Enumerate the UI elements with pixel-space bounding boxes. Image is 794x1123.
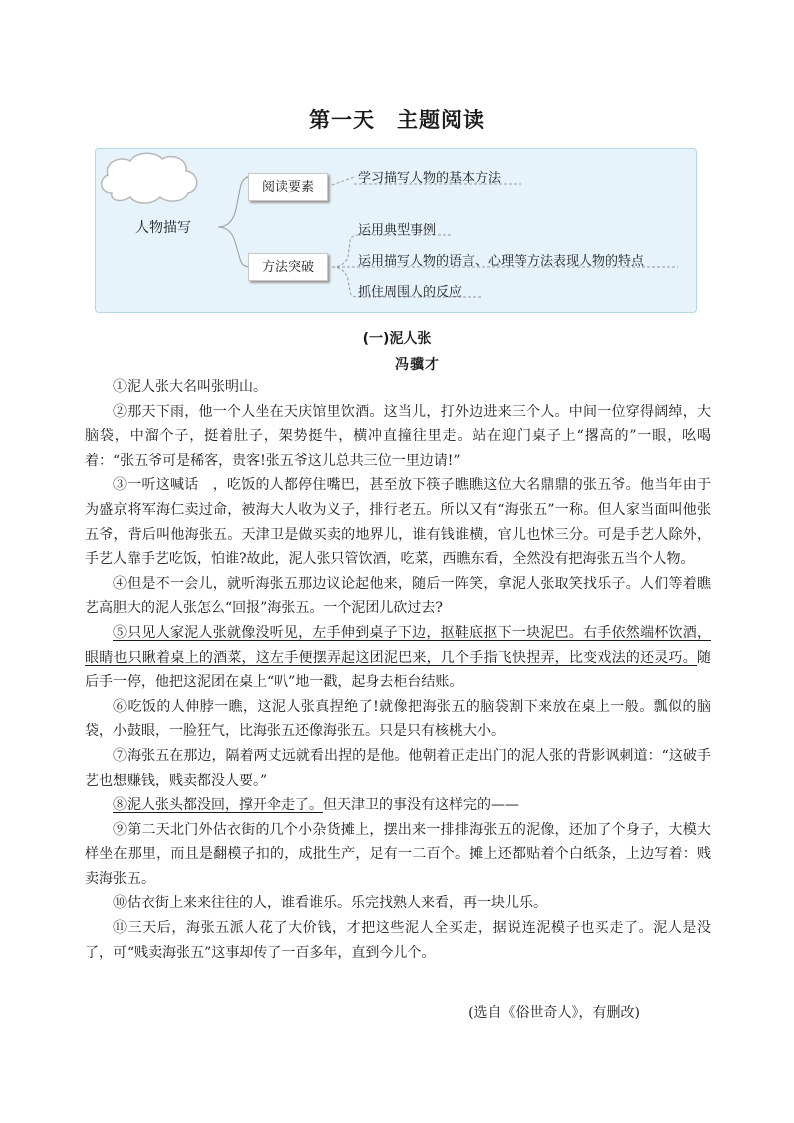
paragraph-text: ⑨第二天北门外估衣街的几个小杂货摊上，摆出来一排排海张五的泥像，还加了个身子，大模大样坐在那里，而且是翻模子扣的，成批生产，足有一二百个。摊上还都贴着个白纸条，上边写着：贱卖海张五。 xyxy=(85,821,711,887)
paragraph-text: ⑩估衣街上来来往往的人，谁看谁乐。乐完找熟人来看，再一块儿乐。 xyxy=(113,895,547,912)
leaf-item: 运用典型事例 xyxy=(358,223,437,238)
paragraph-text: ⑦海张五在那边，隔着两丈远就看出捏的是他。他朝着正走出门的泥人张的背影讽刺道：“这破手艺也想赚钱，贱卖都没人要。” xyxy=(85,747,711,789)
paragraph-text: ①泥人张大名叫张明山。 xyxy=(113,379,267,395)
paragraph-text: 随后手一停，他把这泥团在桌上“叭”地一戳，起身去柜台结账。 xyxy=(85,649,711,691)
underlined-text: ⑧泥人张头都没回，撑开伞走了。 xyxy=(113,797,323,814)
paragraph xyxy=(85,818,711,892)
paragraph xyxy=(85,744,711,793)
paragraph xyxy=(85,793,711,818)
paragraph xyxy=(85,375,711,400)
cloud-shape xyxy=(96,149,202,205)
paragraph-text: ⑥吃饭的人伸脖一瞧，这泥人张真捏绝了!就像把海张五的脑袋割下来放在桌上一般。瓢似的脑袋，小鼓眼，一脸狂气，比海张五还像海张五。只是只有核桃大小。 xyxy=(85,698,711,740)
paragraph-text: ④但是不一会儿，就听海张五那边议论起他来，随后一阵笑，拿泥人张取笑找乐子。人们等着瞧艺高胆大的泥人张怎么“回报”海张五。一个泥团儿砍过去? xyxy=(85,575,711,617)
paragraph-text: 但天津卫的事没有这样完的—— xyxy=(323,797,519,814)
article-author: 冯骥才 xyxy=(395,357,440,373)
paragraph xyxy=(85,572,711,621)
paragraph xyxy=(85,891,711,916)
leaf-item: 学习描写人物的基本方法 xyxy=(358,171,502,186)
paragraph-text: ③一听这喊话 ，吃饭的人都停住嘴巴，甚至放下筷子瞧瞧这位大名鼎鼎的张五爷。他当年由于为盛京将军海仁卖过命，被海大人收为义子，排行老五。所以又有“海张五”一称。但人家当面叫他张五爷，背后叫他海张五。天津卫是做买卖的地界儿，谁有钱谁横，官儿也怵三分。可是手艺人除外，手艺人靠手艺吃饭，怕谁?故此，泥人张只管饮酒，吃菜，西瞧东看，全然没有把海张五当个人物。 xyxy=(85,477,711,568)
underlined-text: ⑤只见人家泥人张就像没听见，左手伸到桌子下边，抠鞋底抠下一块泥巴。右手依然端杯饮酒，眼睛也只瞅着桌上的酒菜，这左手便摆弄起这团泥巴来，几个手指飞快捏弄，比变戏法的还灵巧。 xyxy=(85,624,711,666)
paragraph-text: ⑪三天后，海张五派人花了大价钱，才把这些泥人全买走，据说连泥模子也买走了。泥人是没了，可“贱卖海张五”这事却传了一百多年，直到今儿个。 xyxy=(85,920,711,961)
branch-node-method: 方法突破 xyxy=(248,253,328,281)
article-heading: (一)泥人张 xyxy=(362,331,432,347)
leaf-item: 运用描写人物的语言、心理等方法表现人物的特点 xyxy=(358,254,645,269)
paragraph xyxy=(85,621,711,695)
page-title: 第一天 主题阅读 xyxy=(309,108,485,132)
article-source: (选自《俗世奇人》，有删改) xyxy=(468,1005,640,1021)
paragraph xyxy=(85,400,711,474)
leaf-item: 抓住周围人的反应 xyxy=(358,285,463,300)
branch-node-reading: 阅读要素 xyxy=(248,173,328,201)
paragraph xyxy=(85,473,711,571)
paragraph xyxy=(85,916,711,965)
mind-map-center: 人物描写 xyxy=(135,220,191,236)
article-body xyxy=(85,375,711,965)
paragraph-text: ②那天下雨，他一个人坐在天庆馆里饮酒。这当儿，打外边进来三个人。中间一位穿得阔绰，大脑袋，中溜个子，挺着肚子，架势挺牛，横冲直撞往里走。站在迎门桌子上“撂高的”一眼，吆喝着：“张五爷可是稀客，贵客!张五爷这儿总共三位一里边请!” xyxy=(85,403,711,469)
mind-map xyxy=(95,148,697,313)
paragraph xyxy=(85,695,711,744)
